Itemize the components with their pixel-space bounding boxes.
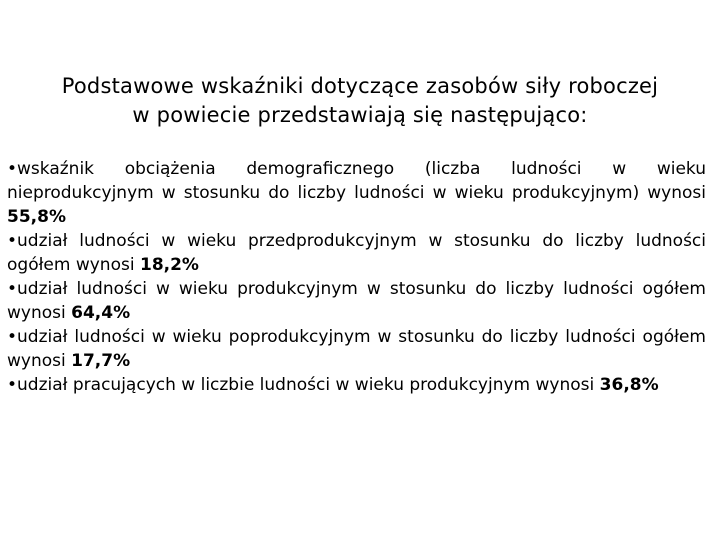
bullet-value: 55,8%	[7, 207, 66, 227]
bullet-item-employed-share	[7, 373, 706, 397]
bullet-value: 18,2%	[139, 255, 199, 275]
bullet-item-dependency-ratio	[7, 157, 706, 229]
bullet-text: •wskaźnik obciążenia demograficznego (liczba ludności w wieku nieprodukcyjnym w stosunku do liczby ludności w wieku produkcyjnym) wynosi	[7, 159, 706, 203]
bullet-text: •udział ludności w wieku produkcyjnym w stosunku do liczby ludności ogółem wynosi	[7, 279, 706, 323]
bullet-value: 64,4%	[71, 303, 131, 323]
bullet-value: 36,8%	[599, 375, 659, 395]
slide-title-line-1: Podstawowe wskaźniki dotyczące zasobów siły roboczej	[61, 74, 659, 98]
bullet-text: •udział ludności w wieku poprodukcyjnym w stosunku do liczby ludności ogółem wynosi	[7, 327, 706, 371]
slide-title	[0, 72, 720, 130]
bullet-item-productive-share	[7, 277, 706, 325]
bullet-text: •udział ludności w wieku przedprodukcyjnym w stosunku do liczby ludności ogółem wynosi	[7, 231, 706, 275]
slide-title-line-2: w powiecie przedstawiają się następująco:	[132, 103, 588, 127]
bullet-item-preproductive-share	[7, 229, 706, 277]
bullet-value: 17,7%	[71, 351, 131, 371]
bullet-list	[7, 157, 706, 397]
bullet-text: •udział pracujących w liczbie ludności w wieku produkcyjnym wynosi	[7, 375, 600, 395]
bullet-item-postproductive-share	[7, 325, 706, 373]
